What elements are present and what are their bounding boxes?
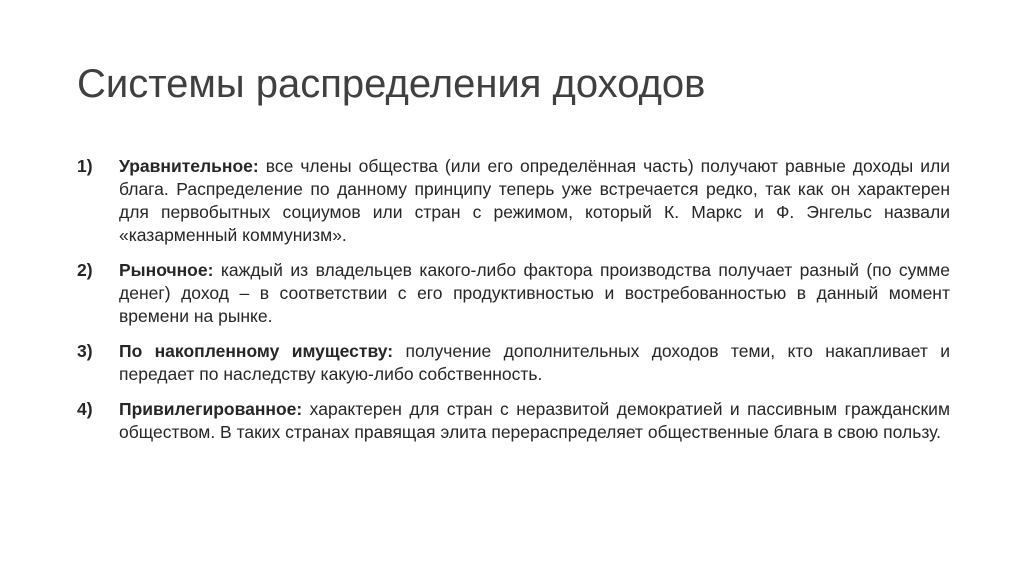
list-item-number: 2) xyxy=(77,260,93,280)
list-item-number: 4) xyxy=(77,399,93,419)
list-item-1 xyxy=(77,155,950,247)
list-item-term: Привилегированное: xyxy=(119,399,303,419)
slide-title: Системы распределения доходов xyxy=(77,62,706,106)
distribution-systems-list xyxy=(77,155,950,456)
list-item-text: каждый из владельцев какого-либо фактора производства получает разный (по сумме денег) доход – в соответствии с его продуктивностью и востребованностью в данный момент времени на рынке. xyxy=(119,260,950,326)
list-item-term: По накопленному имуществу: xyxy=(119,341,394,361)
list-item-2 xyxy=(77,259,950,328)
list-item-text: характерен для стран с неразвитой демократией и пассивным гражданским обществом. В таких странах правящая элита перераспределяет общественные блага в свою пользу. xyxy=(119,399,950,442)
list-item-term: Рыночное: xyxy=(119,260,214,280)
list-item-text: получение дополнительных доходов теми, кто накапливает и передает по наследству какую-либо собственность. xyxy=(119,341,950,384)
list-item-term: Уравнительное: xyxy=(119,156,259,176)
list-item-number: 1) xyxy=(77,156,93,176)
list-item-text: все члены общества (или его определённая часть) получают равные доходы или блага. Распределение по данному принципу теперь уже встречается редко, так как он характерен для первобытных социумов или стран с режимом, который К. Маркс и Ф. Энгельс назвали «казарменный коммунизм». xyxy=(119,156,950,245)
list-item-4 xyxy=(77,398,950,444)
list-item-3 xyxy=(77,340,950,386)
list-item-number: 3) xyxy=(77,341,93,361)
